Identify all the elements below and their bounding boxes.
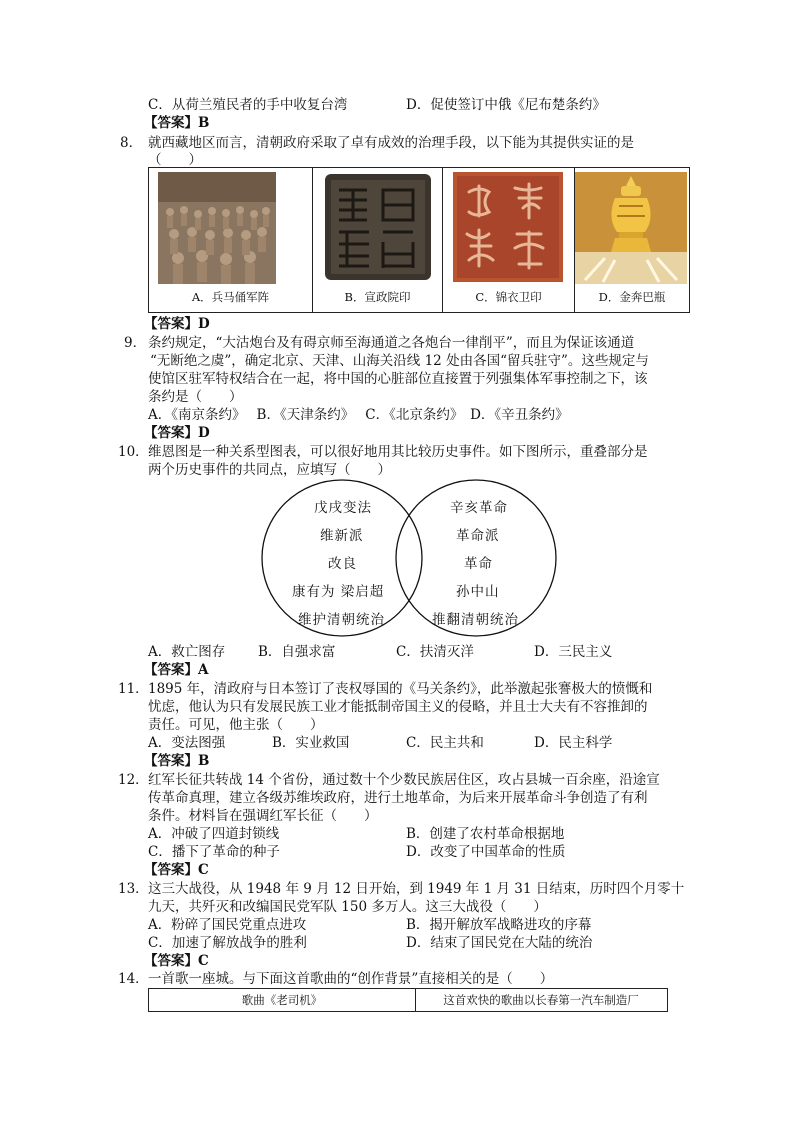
q9-answer: 【答案】D	[144, 425, 210, 441]
q13-option-b: B．揭开解放军战略进攻的序幕	[406, 917, 592, 933]
q12-option-d: D．改变了中国革命的性质	[406, 844, 566, 860]
q10-number: 10．	[118, 444, 149, 460]
q8-caption-d: D．金奔巴瓶	[598, 290, 666, 304]
jinyiwei-seal-image	[449, 172, 567, 284]
venn-diagram	[260, 478, 560, 638]
q10-option-d: D．三民主义	[534, 644, 613, 660]
q12-line1: 红军长征共转战 14 个省份，通过数十个少数民族居住区，攻占县城一百余座，沿途宣	[148, 772, 660, 788]
venn-right-item: 辛亥革命	[450, 500, 508, 516]
q11-answer: 【答案】B	[144, 753, 210, 769]
q8-answer: 【答案】D	[144, 316, 210, 332]
venn-right-item: 革命派	[456, 528, 500, 544]
golden-urn-image	[575, 172, 687, 284]
q8-cell-d	[575, 168, 689, 312]
q13-number: 13．	[118, 881, 149, 897]
q12-option-b: B．创建了农村革命根据地	[406, 826, 565, 842]
q12-option-a: A．冲破了四道封锁线	[148, 826, 280, 842]
venn-left-item: 戊戌变法	[314, 500, 372, 516]
q8-number: 8．	[120, 135, 143, 151]
q10-option-b: B．自强求富	[258, 644, 336, 660]
q7-option-d: D．促使签订中俄《尼布楚条约》	[406, 97, 606, 113]
q8-cell-b	[313, 168, 443, 312]
q14-table-cell-background: 这首欢快的歌曲以长春第一汽车制造厂	[443, 993, 639, 1007]
venn-right-item: 推翻清朝统治	[432, 612, 519, 628]
q7-option-c: C．从荷兰殖民者的手中收复台湾	[148, 97, 348, 113]
q8-image-table	[148, 167, 690, 313]
venn-right-item: 孙中山	[456, 584, 500, 600]
q13-option-c: C．加速了解放战争的胜利	[148, 935, 307, 951]
q9-options: A．《南京条约》 B．《天津条约》 C．《北京条约》 D．《辛丑条约》	[148, 407, 569, 423]
q8-cell-a	[149, 168, 313, 312]
q8-cell-c	[443, 168, 575, 312]
q12-number: 12．	[118, 772, 149, 788]
q14-table	[148, 988, 668, 1012]
q8-caption-a: A．兵马俑军阵	[191, 290, 270, 304]
q13-answer: 【答案】C	[144, 953, 209, 969]
q9-number: 9．	[124, 335, 147, 351]
q9-line1: 条约规定，“大沽炮台及有碍京师至海通道之各炮台一律削平”，而且为保证该通道	[148, 335, 635, 351]
q7-answer: 【答案】B	[144, 115, 210, 131]
q11-option-c: C．民主共和	[406, 735, 484, 751]
q13-option-a: A．粉碎了国民党重点进攻	[148, 917, 307, 933]
venn-right-item: 革命	[464, 556, 493, 572]
q14-table-cell-song: 歌曲《老司机》	[149, 989, 416, 1011]
venn-left-item: 康有为 梁启超	[292, 584, 385, 600]
q10-answer: 【答案】A	[144, 662, 209, 678]
q11-line1: 1895 年，清政府与日本签订了丧权辱国的《马关条约》，此举激起张謇极大的愤慨和	[148, 681, 653, 697]
venn-left-item: 维新派	[320, 528, 364, 544]
q10-option-a: A．救亡图存	[148, 644, 226, 660]
q11-number: 11．	[118, 681, 149, 697]
q11-option-b: B．实业救国	[272, 735, 350, 751]
q14-line1: 一首歌一座城。与下面这首歌曲的“创作背景”直接相关的是（ ）	[148, 971, 554, 987]
q12-answer: 【答案】C	[144, 862, 209, 878]
q10-option-c: C．扶清灭洋	[396, 644, 474, 660]
q8-blank: （ ）	[148, 152, 202, 168]
terracotta-army-image	[158, 172, 276, 284]
q11-option-d: D．民主科学	[534, 735, 613, 751]
q8-caption-b: B．宣政院印	[344, 290, 411, 304]
q13-option-d: D．结束了国民党在大陆的统治	[406, 935, 593, 951]
xuanzheng-seal-image	[319, 172, 437, 284]
q13-line2: 九天，共歼灭和改编国民党军队 150 多万人。这三大战役（ ）	[148, 899, 547, 915]
q14-number: 14．	[118, 971, 149, 987]
q12-line2: 传革命真理，建立各级苏维埃政府，进行土地革命，为后来开展革命斗争创造了有利	[148, 790, 648, 806]
q9-line4: 条约是（ ）	[148, 389, 243, 405]
q10-line1: 维恩图是一种关系型图表，可以很好地用其比较历史事件。如下图所示，重叠部分是	[148, 444, 648, 460]
q12-line3: 条件。材料旨在强调红军长征（ ）	[148, 808, 378, 824]
q8-caption-c: C．锦衣卫印	[475, 290, 542, 304]
q8-stem: 就西藏地区而言，清朝政府采取了卓有成效的治理手段，以下能为其提供实证的是	[148, 135, 634, 151]
venn-left-item: 维护清朝统治	[298, 612, 385, 628]
q11-line3: 责任。可见，他主张（ ）	[148, 717, 324, 733]
q10-line2: 两个历史事件的共同点，应填写（ ）	[148, 462, 391, 478]
q11-line2: 忧虑，他认为只有发展民族工业才能抵制帝国主义的侵略，并且士大夫有不容推卸的	[148, 699, 648, 715]
q12-option-c: C．播下了革命的种子	[148, 844, 280, 860]
q9-line2: “无断绝之虞”，确定北京、天津、山海关沿线 12 处由各国“留兵驻守”。这些规定与	[150, 353, 649, 369]
venn-left-item: 改良	[328, 556, 357, 572]
q13-line1: 这三大战役，从 1948 年 9 月 12 日开始，到 1949 年 1 月 31 日结束，历时四个月零十	[148, 881, 685, 897]
q9-line3: 使馆区驻军特权结合在一起，将中国的心脏部位直接置于列强集体军事控制之下，该	[148, 371, 648, 387]
q11-option-a: A．变法图强	[148, 735, 226, 751]
